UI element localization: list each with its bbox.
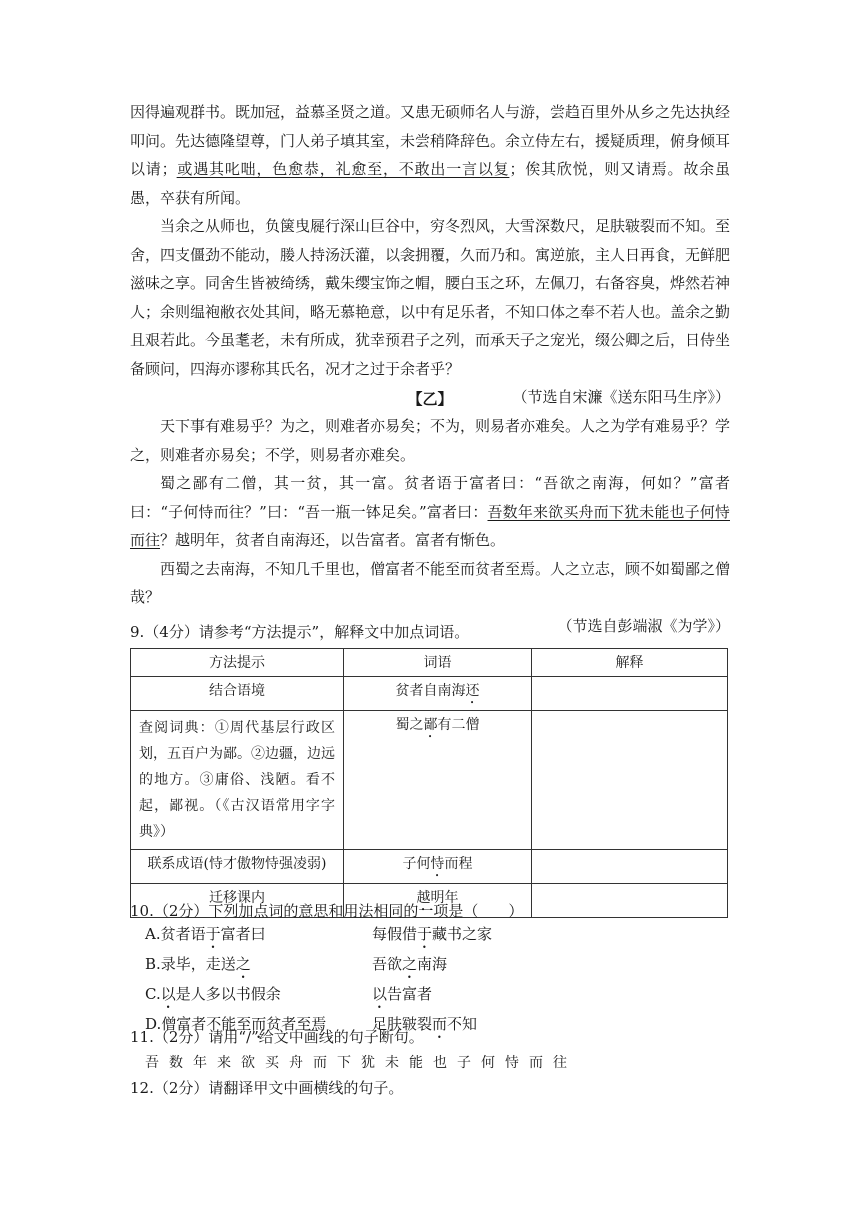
yi-source: （节选自彭端淑《为学》）: [557, 616, 730, 635]
dotted-word: 恃: [430, 856, 445, 872]
passage-yi: [130, 386, 730, 640]
dotted-word: 于: [205, 925, 221, 943]
table-row: [131, 711, 728, 850]
option-row[interactable]: [145, 922, 705, 952]
method-cell: 查阅词典：①周代基层行政区划，五百户为鄙。②边疆，边远的地方。③庸俗、浅陋。看不起，鄙视。（《古汉语常用字字典》）: [131, 711, 344, 850]
option-right: [372, 922, 492, 952]
table-header-row: [131, 649, 728, 677]
question-11-stem: 11.（2分）请用“/”给文中画线的句子断句。: [130, 1028, 424, 1046]
option-text: D.僧富者不能至: [145, 1015, 252, 1033]
yi-paragraph-2: [130, 469, 730, 555]
word-text: 子何: [402, 856, 431, 872]
option-left: [145, 922, 372, 952]
dotted-word: 之: [402, 955, 418, 973]
option-text: 是人多以书假余: [175, 985, 281, 1003]
question-11-sentence: 吾数年来欲买舟而下犹未能也子何恃而往: [145, 1055, 577, 1071]
option-text: 富者曰: [220, 925, 266, 943]
word-text: 有二僧: [437, 717, 480, 733]
option-text: A.贫者语: [145, 925, 206, 943]
dotted-word: 以: [160, 985, 176, 1003]
jia-line-1: 因得遍观群书。既加冠，益慕圣贤之道。又患无硕师名人与游，尝趋百里外从乡之先达执经: [130, 103, 731, 121]
question-9-table: [130, 648, 728, 918]
method-cell: 迁移课内: [131, 884, 344, 918]
answer-cell[interactable]: [532, 677, 728, 711]
yi-paragraph-3: 西蜀之去南海，不知几千里也，僧富者不能至而贫者至焉。人之立志，顾不如蜀鄙之僧哉？: [130, 559, 731, 606]
jia-text-post: ；俟其欣悦，则又请焉。故余虽愚，卒获有所闻。: [130, 160, 730, 207]
option-right: [372, 952, 447, 982]
option-text: 足肤皲裂: [372, 1015, 433, 1033]
jia-paragraph-2: 当余之从师也，负箧曳屣行深山巨谷中，穷冬烈风，大雪深数尺，足肤皲裂而不知。至舍，四支僵劲不能动，媵人持汤沃灌，以衾拥覆，久而乃和。寓逆旅，主人日再食，无鲜肥滋味之享。同舍生皆被绮绣，戴朱缨宝饰之帽，腰白玉之环，左佩刀，右备容臭，烨然若神人；余则缊袍敝衣处其间，略无慕艳意，以中有足乐者，不知口体之奉不若人也。盖余之勤且艰若此。今虽耄老，未有所成，犹幸预君子之列，而承天子之宠光，缀公卿之后，日侍坐备顾问，四海亦谬称其氏名，况才之过于余者乎？: [130, 217, 731, 378]
option-text: 藏书之家: [432, 925, 493, 943]
header-word: 词语: [344, 649, 532, 677]
word-text: 而程: [444, 856, 473, 872]
jia-line-3: [130, 155, 730, 212]
table-row: [131, 850, 728, 884]
method-cell: 联系成语(恃才傲物恃强凌弱): [131, 850, 344, 884]
option-text: 南海: [417, 955, 448, 973]
header-explanation: 解释: [532, 649, 728, 677]
option-text: 不知: [447, 1015, 478, 1033]
word-cell: [344, 677, 532, 711]
word-cell: [344, 850, 532, 884]
question-9-stem: 9.（4分）请参考“方法提示”，解释文中加点词语。: [130, 623, 470, 641]
answer-cell[interactable]: [532, 711, 728, 850]
yi-paragraph-1: 天下事有难易乎？为之，则难者亦易矣；不为，则易者亦难矣。人之为学有难易乎？学之，则难者亦易矣；不学，则易者亦难矣。: [130, 417, 731, 464]
option-text: 吾欲: [372, 955, 403, 973]
yi-text-pre: 蜀之鄙有二僧，其一贫，其一富。贫者语于富者曰：“吾欲之南海，何如？”富者曰：“子何恃而往？”曰：“吾一瓶一钵足矣。”富者曰：: [130, 474, 730, 521]
dotted-word: 以: [372, 985, 388, 1003]
option-left: [145, 982, 372, 1012]
yi-heading: 【乙】: [407, 390, 453, 408]
dotted-word: 于: [417, 925, 433, 943]
option-text: 告富者: [387, 985, 433, 1003]
underlined-sentence-jia: 或遇其叱咄，色愈恭，礼愈至，不敢出一言以复: [176, 160, 510, 178]
table-row: [131, 677, 728, 711]
dotted-word: 之: [235, 955, 251, 973]
option-left: [145, 952, 372, 982]
option-row[interactable]: [145, 982, 705, 1012]
method-cell: 结合语境: [131, 677, 344, 711]
word-cell: [344, 711, 532, 850]
option-text: 贫者至焉: [266, 1015, 327, 1033]
option-right: [372, 982, 432, 1012]
jia-text-pre: 以请；: [130, 160, 177, 178]
dotted-word: 而: [432, 1015, 448, 1033]
dotted-word: 鄙: [423, 717, 438, 733]
word-text: 蜀之: [395, 717, 424, 733]
header-method: 方法提示: [131, 649, 344, 677]
dotted-word: 还: [465, 683, 480, 699]
dotted-word: 越: [416, 890, 431, 906]
option-row[interactable]: [145, 952, 705, 982]
question-12-stem: 12.（2分）请翻译甲文中画横线的句子。: [130, 1079, 404, 1097]
jia-source: （节选自宋濂《送东阳马生序》）: [512, 388, 730, 406]
jia-line-2: 叩问。先达德隆望尊，门人弟子填其室，未尝稍降辞色。余立侍左右，援疑质理，俯身倾耳: [130, 131, 731, 150]
answer-cell[interactable]: [532, 850, 728, 884]
word-text: 明年: [430, 890, 459, 906]
option-text: B.录毕，走送: [145, 955, 236, 973]
passage-jia: [130, 98, 730, 411]
yi-text-post: ？越明年，贫者自南海还，以告富者。富者有惭色。: [160, 531, 506, 549]
option-text: C.: [145, 985, 161, 1003]
underlined-sentence-yi: 吾数年来欲买舟而下犹未能也子何恃而往: [130, 502, 730, 549]
question-10-stem: 10.（2分）下列加点词的意思和用法相同的一项是（ ）: [130, 902, 524, 920]
option-text: 每假借: [372, 925, 418, 943]
dotted-word: 而: [251, 1015, 267, 1033]
word-text: 贫者自南海: [395, 683, 466, 699]
